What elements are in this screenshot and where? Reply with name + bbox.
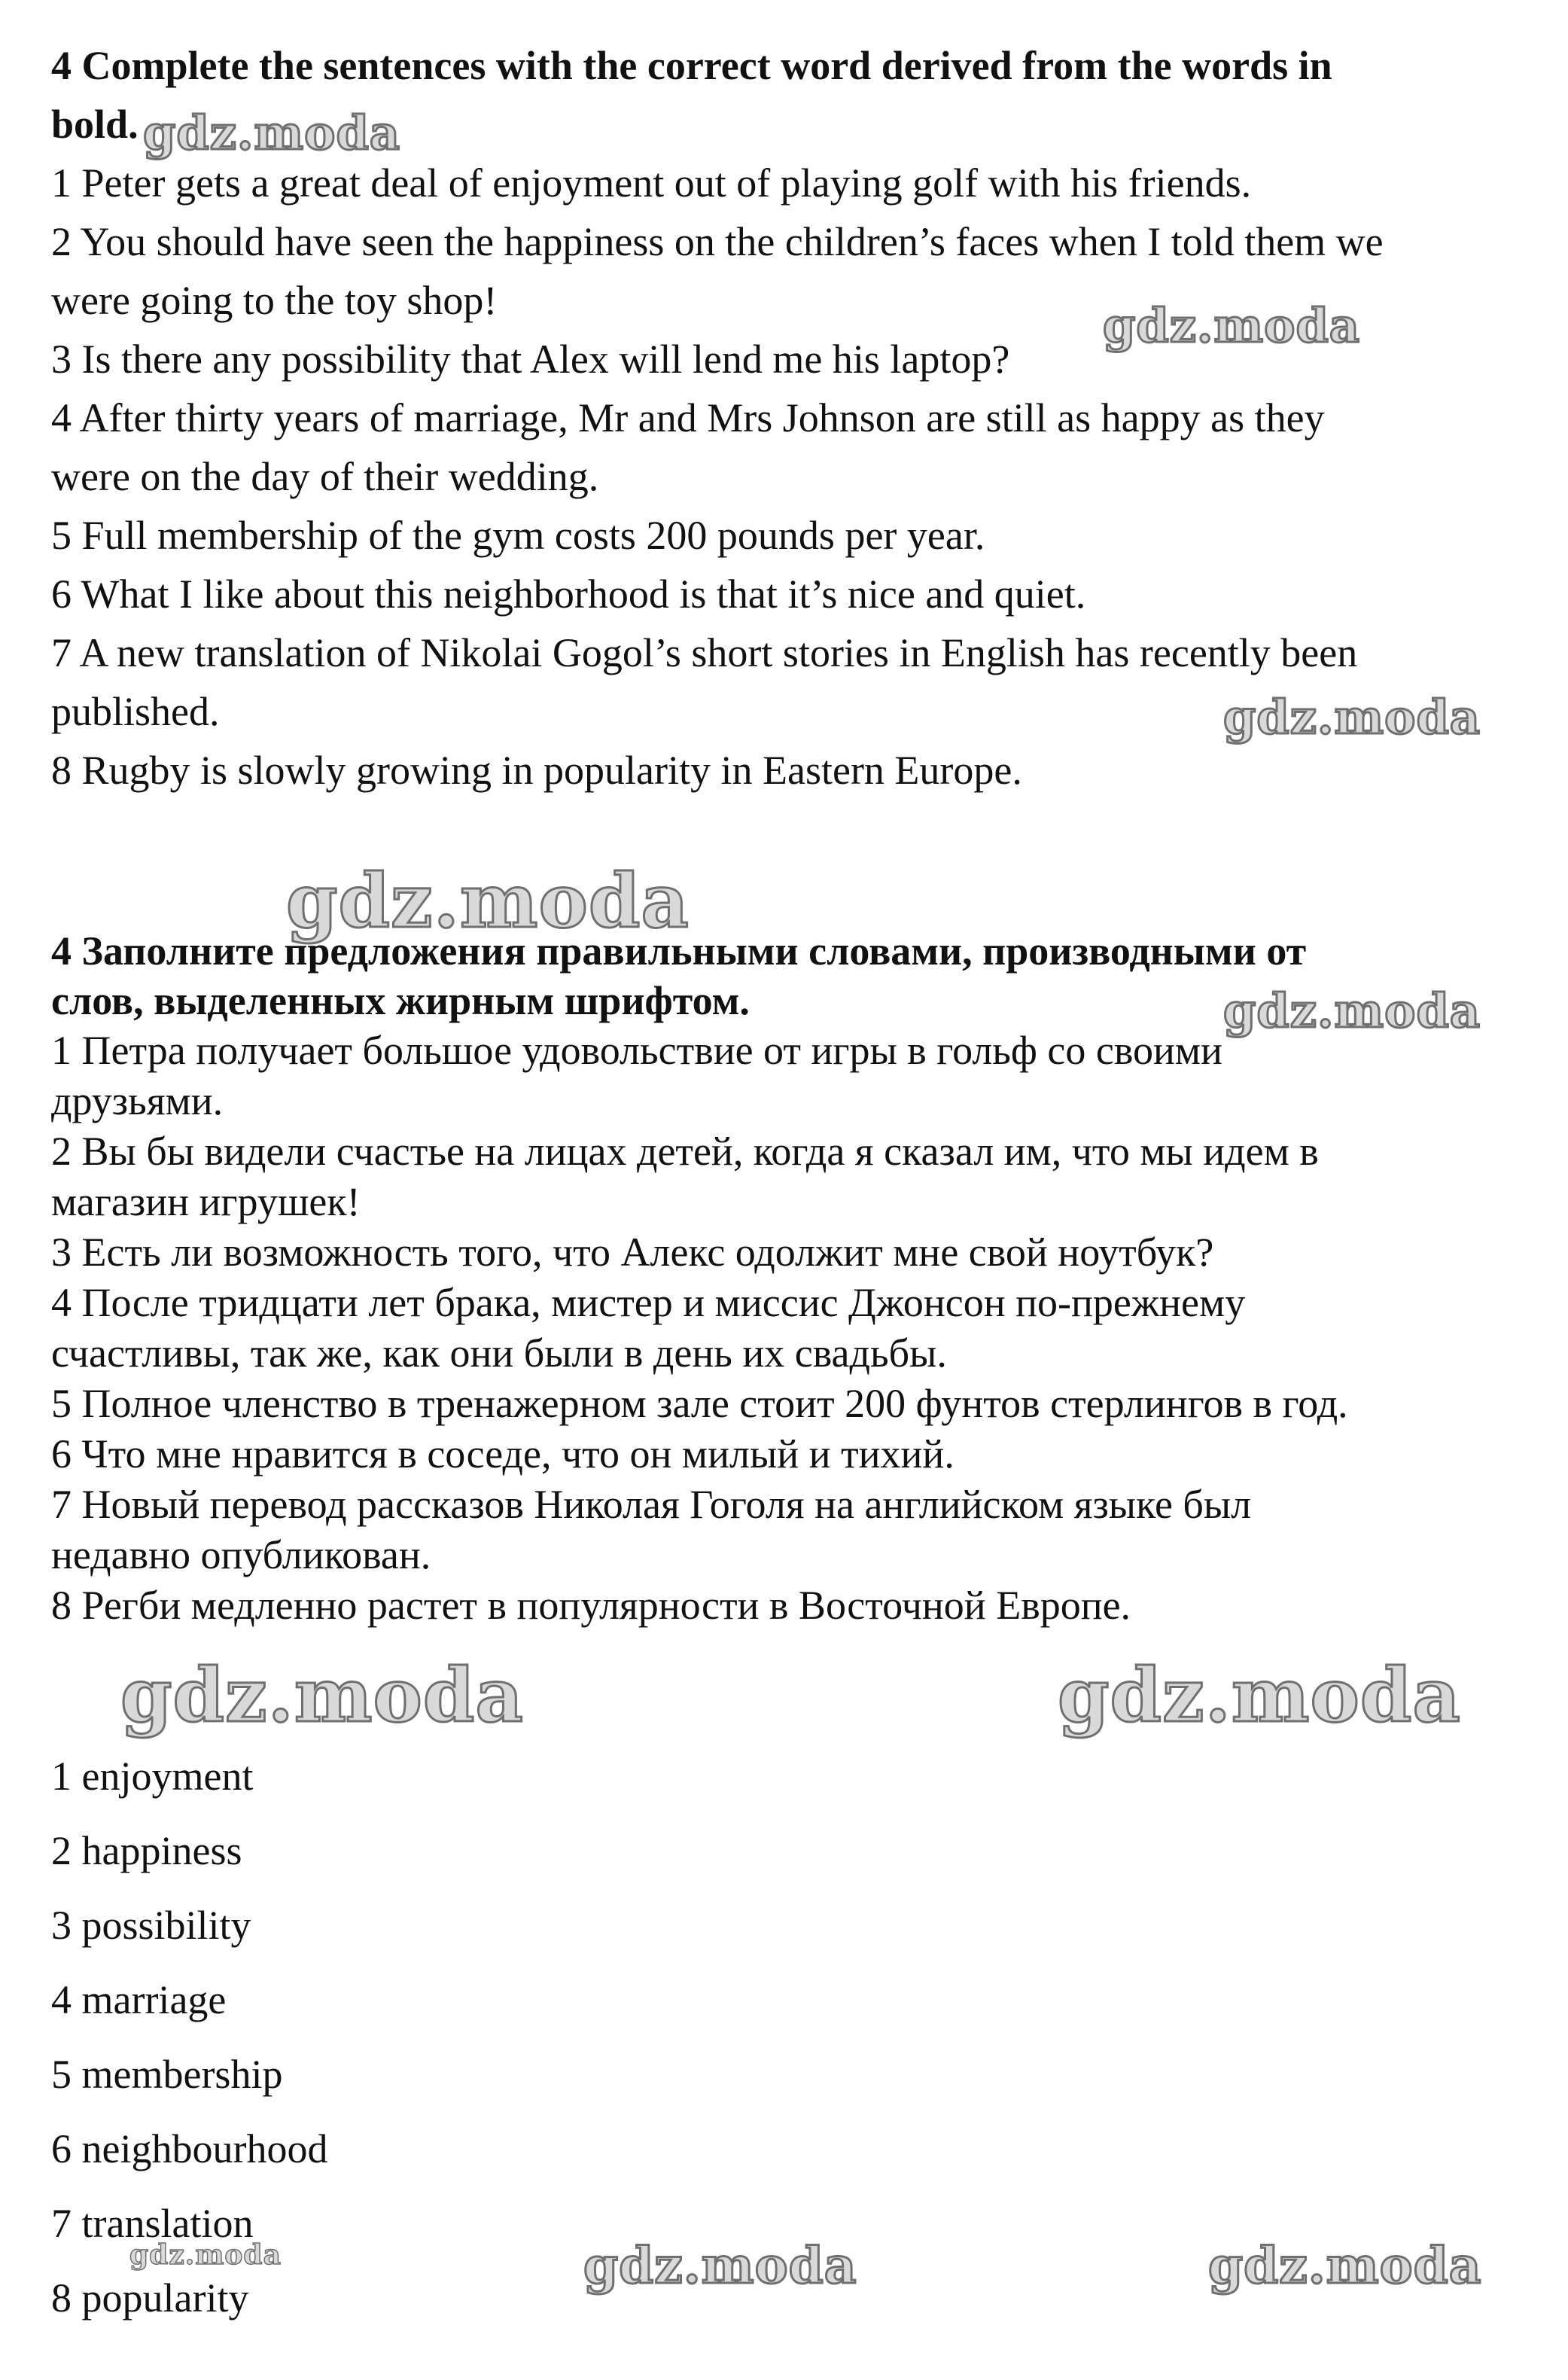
russian-line: недавно опубликован.	[51, 1532, 431, 1577]
russian-line: 5 Полное членство в тренажерном зале стоит 200 фунтов стерлингов в год.	[51, 1381, 1348, 1426]
russian-exercise	[51, 926, 1527, 1631]
russian-line: 8 Регби медленно растет в популярности в Восточной Европе.	[51, 1583, 1131, 1628]
english-line: 5 Full membership of the gym costs 200 pounds per year.	[51, 513, 985, 558]
english-line: were on the day of their wedding.	[51, 454, 599, 499]
watermark: gdz.moda	[1208, 2236, 1482, 2295]
english-line: 7 A new translation of Nikolai Gogol’s short stories in English has recently been	[51, 630, 1358, 675]
english-line: 1 Peter gets a great deal of enjoyment out of playing golf with his friends.	[51, 160, 1252, 206]
russian-line: 4 После тридцати лет брака, мистер и миссис Джонсон по-прежнему	[51, 1280, 1246, 1325]
russian-title-line-2: слов, выделенных жирным шрифтом.	[51, 978, 750, 1023]
english-line: 2 You should have seen the happiness on the children’s faces when I told them we	[51, 219, 1384, 264]
russian-line: магазин игрушек!	[51, 1179, 361, 1224]
watermark: gdz.moda	[143, 105, 400, 160]
answer-item: 8 popularity	[51, 2275, 249, 2321]
answer-item: 2 happiness	[51, 1828, 242, 1873]
english-line: 3 Is there any possibility that Alex will lend me his laptop?	[51, 337, 1010, 382]
watermark: gdz.moda	[583, 2236, 857, 2295]
russian-title-line-1: 4 Заполните предложения правильными словами, производными от	[51, 928, 1307, 974]
english-line: 6 What I like about this neighborhood is that it’s nice and quiet.	[51, 571, 1086, 617]
watermark: gdz.moda	[1058, 1653, 1461, 1739]
watermark: gdz.moda	[1223, 983, 1481, 1038]
answers-list	[51, 1739, 804, 2336]
russian-line: друзьями.	[51, 1078, 224, 1123]
english-title-line-1: 4 Complete the sentences with the correct word derived from the words in	[51, 43, 1332, 88]
russian-line: 1 Петра получает большое удовольствие от игры в гольф со своими	[51, 1028, 1222, 1073]
answer-item: 1 enjoyment	[51, 1754, 254, 1799]
russian-line: 2 Вы бы видели счастье на лицах детей, когда я сказал им, что мы идем в	[51, 1129, 1319, 1174]
russian-line: 7 Новый перевод рассказов Николая Гоголя на английском языке был	[51, 1482, 1252, 1527]
answer-item: 4 marriage	[51, 1977, 227, 2022]
answer-item: 3 possibility	[51, 1903, 251, 1948]
english-line: published.	[51, 689, 220, 734]
russian-line: счастливы, так же, как они были в день их свадьбы.	[51, 1330, 947, 1376]
answer-item: 5 membership	[51, 2052, 283, 2097]
english-line: were going to the toy shop!	[51, 278, 498, 323]
answer-item: 7 translation	[51, 2201, 254, 2246]
english-title-line-2: bold.	[51, 102, 139, 147]
english-line: 4 After thirty years of marriage, Mr and Mrs Johnson are still as happy as they	[51, 395, 1325, 440]
english-exercise	[51, 36, 1527, 800]
watermark: gdz.moda	[120, 1653, 524, 1739]
russian-line: 6 Что мне нравится в соседе, что он милый и тихий.	[51, 1431, 955, 1476]
watermark: gdz.moda	[1103, 298, 1360, 353]
english-line: 8 Rugby is slowly growing in popularity in Eastern Europe.	[51, 748, 1022, 793]
watermark: gdz.moda	[129, 2239, 282, 2271]
answer-item: 6 neighbourhood	[51, 2126, 328, 2171]
watermark: gdz.moda	[1223, 690, 1481, 745]
russian-line: 3 Есть ли возможность того, что Алекс одолжит мне свой ноутбук?	[51, 1230, 1214, 1275]
watermark: gdz.moda	[286, 858, 690, 945]
